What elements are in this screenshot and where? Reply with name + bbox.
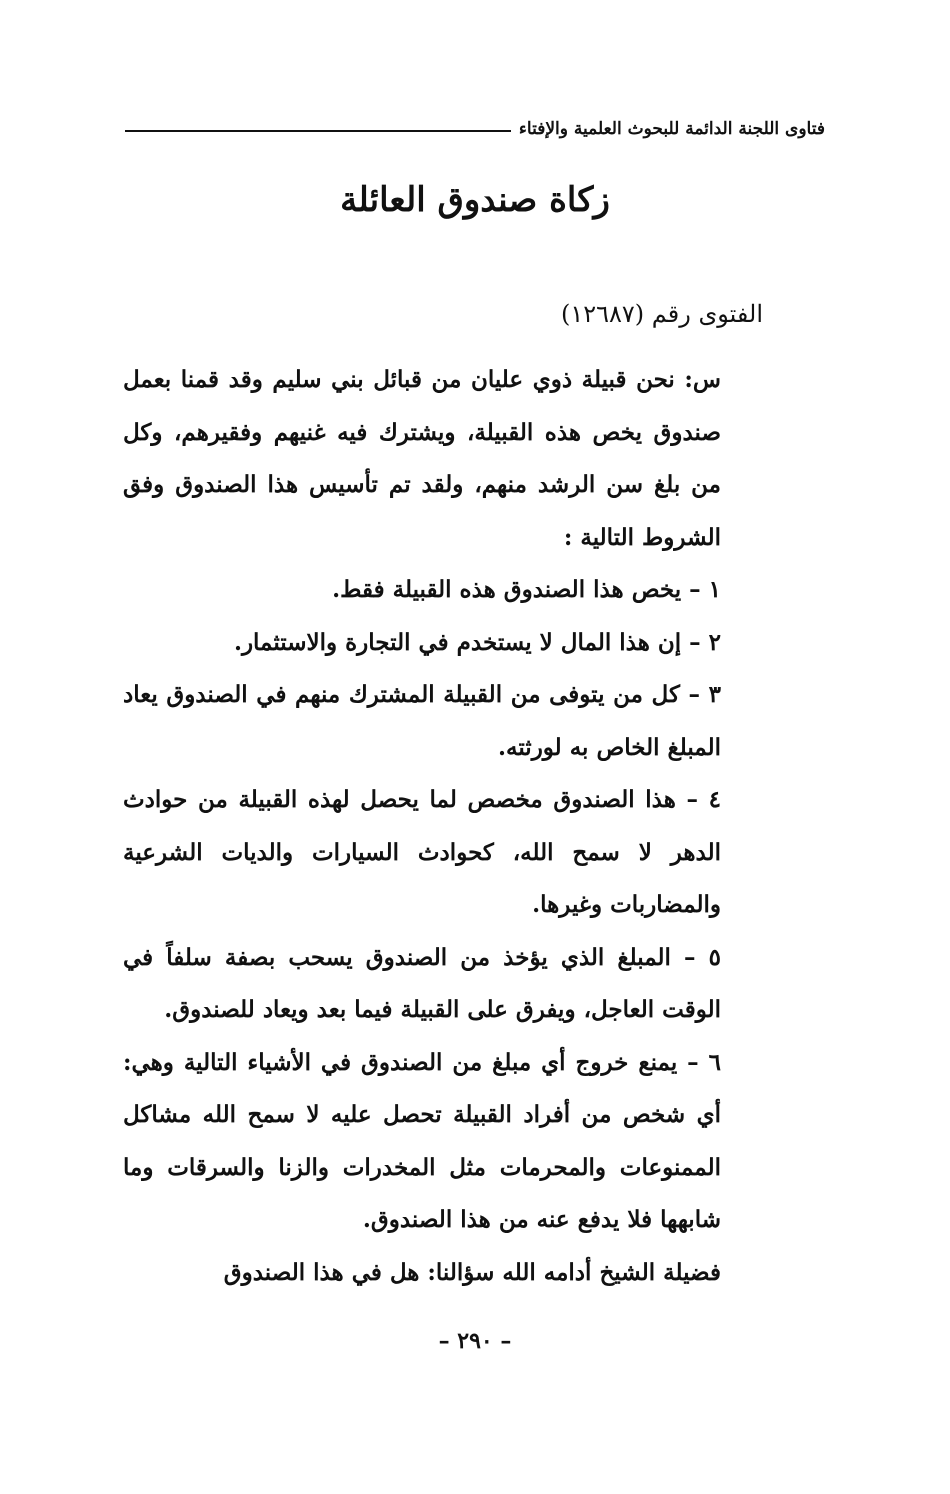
condition-1: ١ – يخص هذا الصندوق هذه القبيلة فقط. xyxy=(332,576,721,603)
fatwa-number: الفتوى رقم (١٢٦٨٧) xyxy=(560,300,763,328)
condition-6: ٦ – يمنع خروج أي مبلغ من الصندوق في الأشياء التالية وهي: أي شخص من أفراد القبيلة تحصل عليه لا سمح الله مشاكل الممنوعات والمحرمات مثل المخدرات والزنا والسرقات وما شابهها فلا يدفع عنه من هذا الصندوق. xyxy=(123,1048,721,1233)
question-closing: فضيلة الشيخ أدامه الله سؤالنا: هل في هذا الصندوق xyxy=(223,1258,721,1286)
page-title: زكاة صندوق العائلة xyxy=(340,180,610,220)
condition-2: ٢ – إن هذا المال لا يستخدم في التجارة والاستثمار. xyxy=(233,628,721,656)
page-number: – ٢٩٠ – xyxy=(438,1328,512,1354)
condition-5: ٥ – المبلغ الذي يؤخذ من الصندوق يسحب بصفة سلفاً في الوقت العاجل، ويفرق على القبيلة فيما بعد ويعاد للصندوق. xyxy=(123,943,721,1023)
running-header xyxy=(125,112,825,146)
condition-4: ٤ – هذا الصندوق مخصص لما يحصل لهذه القبيلة من حوادث الدهر لا سمح الله، كحوادث السيارات والديات الشرعية والمضاربات وغيرها. xyxy=(123,786,721,918)
running-header-title: فتاوى اللجنة الدائمة للبحوث العلمية والإفتاء xyxy=(518,119,825,139)
question-intro: س: نحن قبيلة ذوي عليان من قبائل بني سليم وقد قمنا بعمل صندوق يخص هذه القبيلة، ويشترك فيه غنيهم وفقيرهم، وكل من بلغ سن الرشد منهم، ولقد تم تأسيس هذا الصندوق وفق الشروط التالية : xyxy=(123,366,721,551)
question-body xyxy=(123,354,763,1299)
condition-3: ٣ – كل من يتوفى من القبيلة المشترك منهم في الصندوق يعاد المبلغ الخاص به لورثته. xyxy=(123,681,721,761)
header-rule xyxy=(125,130,511,132)
